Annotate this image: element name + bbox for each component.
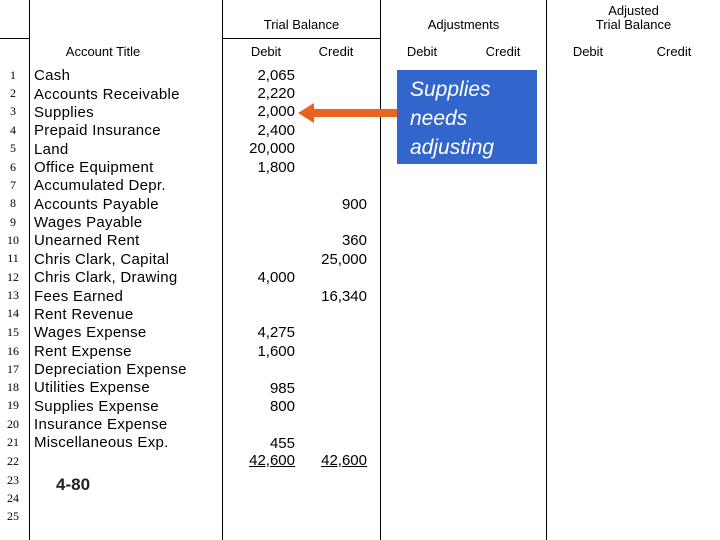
account-name: Insurance Expense	[34, 416, 168, 433]
trial-debit-value: 985	[269, 380, 295, 397]
account-name: Unearned Rent	[34, 232, 140, 249]
account-title-header: Account Title	[65, 44, 141, 59]
row-number: 1	[10, 68, 16, 82]
trial-debit-value: 4,000	[257, 269, 295, 286]
account-name: Supplies	[34, 104, 94, 121]
account-name: Fees Earned	[34, 288, 124, 305]
column-divider-trial	[380, 0, 381, 540]
trial-balance-underline	[223, 38, 380, 39]
row-number: 11	[7, 251, 19, 265]
trial-credit-value: 360	[341, 232, 367, 249]
row-number: 23	[7, 473, 19, 487]
account-name: Accounts Payable	[34, 196, 159, 213]
column-divider-left	[29, 0, 30, 540]
arrow-left-icon	[298, 101, 398, 125]
adjust-credit-header: Credit	[485, 44, 521, 59]
account-name: Office Equipment	[34, 159, 154, 176]
account-name: Rent Expense	[34, 343, 132, 360]
row-number: 17	[7, 362, 19, 376]
header-underline-left	[0, 38, 30, 39]
adjusted-credit-header: Credit	[656, 44, 692, 59]
row-number: 3	[10, 104, 16, 118]
account-name: Accounts Receivable	[34, 86, 180, 103]
account-name: Supplies Expense	[34, 398, 159, 415]
trial-debit-value: 20,000	[249, 140, 295, 157]
row-number: 18	[7, 380, 19, 394]
row-number: 12	[7, 270, 19, 284]
trial-credit-value: 900	[341, 196, 367, 213]
trial-debit-value: 1,800	[257, 159, 295, 176]
trial-credit-value: 25,000	[321, 251, 367, 268]
row-number: 15	[7, 325, 19, 339]
account-name: Wages Expense	[34, 324, 147, 341]
column-divider-adjust	[546, 0, 547, 540]
account-name: Cash	[34, 67, 71, 84]
trial-debit-value: 455	[269, 435, 295, 452]
callout-line-2: needs	[410, 107, 468, 130]
trial-debit-value: 2,000	[257, 103, 295, 120]
trial-debit-value: 2,065	[257, 67, 295, 84]
trial-credit-total: 42,600	[321, 452, 367, 469]
row-number: 13	[7, 288, 19, 302]
row-number: 19	[7, 398, 19, 412]
row-number: 22	[7, 454, 19, 468]
row-number: 6	[10, 160, 16, 174]
column-divider-account	[222, 0, 223, 540]
row-number: 20	[7, 417, 19, 431]
account-name: Chris Clark, Drawing	[34, 269, 178, 286]
trial-credit-value: 16,340	[321, 288, 367, 305]
row-number: 16	[7, 344, 19, 358]
adjustments-header: Adjustments	[427, 17, 500, 32]
account-name: Rent Revenue	[34, 306, 134, 323]
adjusted-trial-balance-header-line1: Adjusted	[608, 3, 659, 18]
row-number: 5	[10, 141, 16, 155]
trial-debit-total: 42,600	[249, 452, 295, 469]
trial-debit-value: 2,220	[257, 85, 295, 102]
account-name: Accumulated Depr.	[34, 177, 166, 194]
trial-debit-value: 2,400	[257, 122, 295, 139]
row-number: 21	[7, 435, 19, 449]
row-number: 10	[7, 233, 19, 247]
account-name: Miscellaneous Exp.	[34, 434, 169, 451]
row-number: 25	[7, 509, 19, 523]
account-name: Prepaid Insurance	[34, 122, 161, 139]
trial-debit-value: 1,600	[257, 343, 295, 360]
row-number: 2	[10, 86, 16, 100]
page-number: 4-80	[56, 475, 91, 494]
callout-line-1: Supplies	[410, 78, 491, 101]
adjusted-debit-header: Debit	[572, 44, 604, 59]
adjusted-trial-balance-header-line2: Trial Balance	[595, 17, 672, 32]
row-number: 14	[7, 306, 19, 320]
account-name: Depreciation Expense	[34, 361, 187, 378]
account-name: Wages Payable	[34, 214, 143, 231]
row-number: 4	[10, 123, 16, 137]
row-number: 8	[10, 196, 16, 210]
account-name: Utilities Expense	[34, 379, 150, 396]
trial-credit-header: Credit	[318, 44, 354, 59]
adjust-debit-header: Debit	[406, 44, 438, 59]
trial-debit-value: 800	[269, 398, 295, 415]
callout-line-3: adjusting	[410, 136, 495, 159]
account-name: Chris Clark, Capital	[34, 251, 170, 268]
trial-balance-header: Trial Balance	[263, 17, 340, 32]
trial-debit-header: Debit	[250, 44, 282, 59]
row-number: 9	[10, 215, 16, 229]
account-name: Land	[34, 141, 69, 158]
supplies-adjusting-callout	[397, 70, 537, 164]
row-number: 7	[10, 178, 16, 192]
row-number: 24	[7, 491, 19, 505]
trial-debit-value: 4,275	[257, 324, 295, 341]
